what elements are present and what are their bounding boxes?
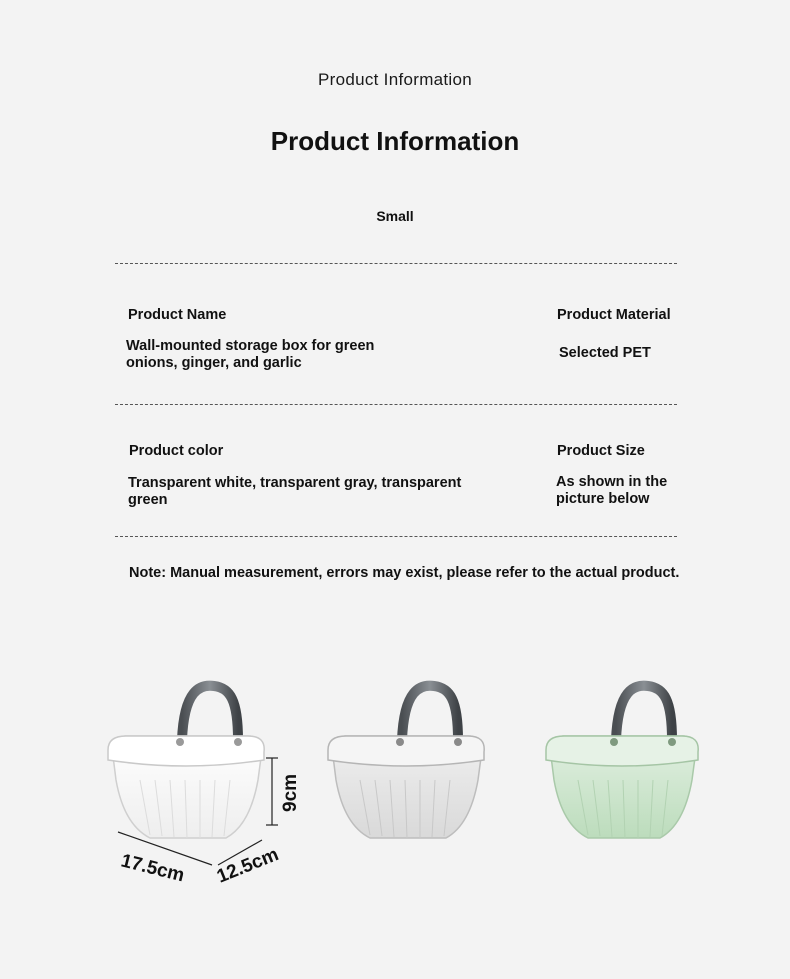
divider [115, 536, 677, 537]
product-size-line-1: As shown in the [556, 474, 668, 490]
product-color-line-2: green [128, 492, 168, 508]
product-material-label: Product Material [557, 307, 671, 323]
product-size-value [556, 474, 667, 508]
section-subtitle: Product Information [317, 70, 473, 89]
basket-gray [328, 686, 484, 838]
product-material-value: Selected PET [559, 345, 651, 361]
divider [115, 263, 677, 264]
product-name-value [126, 338, 374, 372]
size-variant-label: Small [376, 208, 414, 224]
product-size-label: Product Size [557, 443, 645, 459]
product-image [0, 660, 790, 920]
product-color-line-1: Transparent white, transparent gray, transparent [128, 475, 462, 491]
dimension-width: 12.5cm [214, 844, 282, 888]
measurement-note: Note: Manual measurement, errors may exist, please refer to the actual product. [129, 565, 680, 581]
dimension-length: 17.5cm [118, 850, 187, 887]
product-name-label: Product Name [128, 307, 227, 323]
product-color-value [128, 475, 461, 509]
page-title: Product Information [270, 126, 520, 156]
divider [115, 404, 677, 405]
product-name-line-2: onions, ginger, and garlic [126, 355, 302, 371]
basket-green [546, 686, 698, 838]
product-color-label: Product color [129, 443, 224, 459]
basket-white [108, 686, 264, 838]
product-name-line-1: Wall-mounted storage box for green [126, 338, 375, 354]
product-size-line-2: picture below [556, 491, 650, 507]
dimension-height: 9cm [280, 773, 301, 812]
